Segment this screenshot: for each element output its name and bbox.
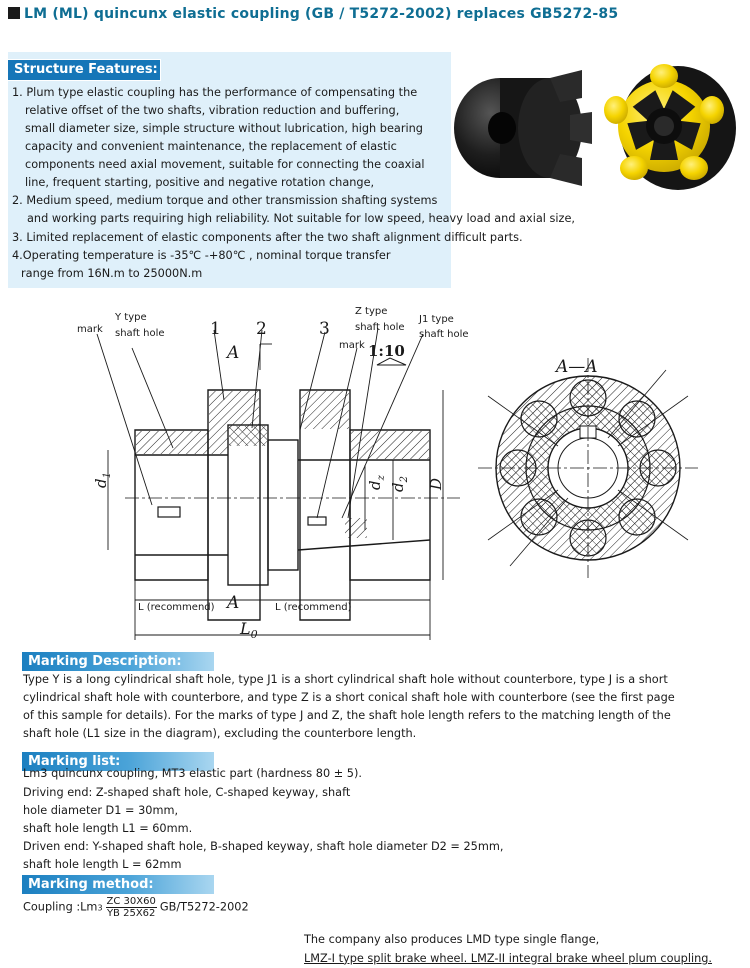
marking-description-header: Marking Description: <box>22 652 214 671</box>
label-j1-type: J1 type <box>418 314 454 325</box>
label-part-1: 1 <box>210 319 221 339</box>
svg-text:L0 <box>239 619 258 641</box>
label-section-a-top: A <box>225 343 239 363</box>
marking-list-line: Driven end: Y-shaped shaft hole, B-shaped keyway, shaft hole diameter D2 = 25mm, <box>23 838 503 856</box>
structure-line: capacity and convenient maintenance, the replacement of elastic <box>25 138 397 156</box>
title-square-icon <box>8 7 20 19</box>
label-part-2: 2 <box>256 319 267 339</box>
svg-text:dz <box>366 474 387 490</box>
footer-line-2: LMZ-I type split brake wheel. LMZ-II integral brake wheel plum coupling. <box>304 950 712 968</box>
hub-left <box>454 70 592 186</box>
structure-line: 2. Medium speed, medium torque and other transmission shafting systems <box>12 192 437 210</box>
marking-method-formula <box>23 896 249 919</box>
structure-features-header: Structure Features: <box>8 59 161 81</box>
marking-list-line: shaft hole length L1 = 60mm. <box>23 820 192 838</box>
label-section-aa: A—A <box>554 357 598 377</box>
label-z-shaft-hole: shaft hole <box>355 322 405 333</box>
footer-note <box>304 931 712 968</box>
section-a-a <box>478 358 698 578</box>
formula-prefix: Coupling :Lm <box>23 901 97 914</box>
footer-line-1: The company also produces LMD type single flange, <box>304 931 712 950</box>
structure-line: range from 16N.m to 25000N.m <box>21 265 202 283</box>
marking-list-line: hole diameter D1 = 30mm, <box>23 802 178 820</box>
marking-list-line: Lm3 quincunx coupling, MT3 elastic part (hardness 80 ± 5). <box>23 765 362 783</box>
label-part-3: 3 <box>319 319 330 339</box>
marking-list-header: Marking list: <box>22 752 214 771</box>
hub-right-with-spider <box>604 64 736 190</box>
coupling-photo <box>452 60 742 195</box>
label-d2-sub: 2 <box>399 476 410 483</box>
label-section-a-bottom: A <box>225 593 239 613</box>
svg-text:d1 <box>92 472 113 488</box>
label-l0-sub: 0 <box>251 628 258 641</box>
label-mark-left: mark <box>77 324 103 335</box>
label-j1-shaft-hole: shaft hole <box>419 329 469 340</box>
marking-list-line: shaft hole length L = 62mm <box>23 856 181 874</box>
structure-line: 4.Operating temperature is -35℃ -+80℃ , nominal torque transfer <box>12 247 390 265</box>
structure-line: relative offset of the two shafts, vibration reduction and buffering, <box>25 102 399 120</box>
formula-prefix-sub: 3 <box>97 904 102 913</box>
formula-denominator: YB 25X62 <box>107 908 155 919</box>
label-l-recommend-left: L (recommend) <box>138 602 215 613</box>
label-d2: d <box>389 482 407 492</box>
label-y-type: Y type <box>114 312 147 323</box>
formula-numerator: ZC 30X60 <box>106 896 157 908</box>
marking-method-header: Marking method: <box>22 875 214 894</box>
svg-text:d2 <box>389 476 410 492</box>
structure-line: 1. Plum type elastic coupling has the performance of compensating the <box>12 84 417 102</box>
label-taper-ratio: 1:10 <box>368 342 405 360</box>
formula-suffix: GB/T5272-2002 <box>160 901 249 914</box>
label-y-shaft-hole: shaft hole <box>115 328 165 339</box>
label-l0: L <box>239 619 251 638</box>
formula-fraction <box>106 896 157 919</box>
structure-line: small diameter size, simple structure without lubrication, high bearing <box>25 120 423 138</box>
label-D: D <box>427 478 445 491</box>
label-dz: d <box>366 480 384 490</box>
structure-line: line, frequent starting, positive and negative rotation change, <box>25 174 374 192</box>
marking-description-line: of this sample for details). For the marks of type J and Z, the shaft hole length refers to the matching length of the <box>23 707 671 725</box>
page-title-text: LM (ML) quincunx elastic coupling (GB / T5272-2002) replaces GB5272-85 <box>24 6 618 22</box>
structure-line: and working parts requiring high reliability. Not suitable for low speed, heavy load and axial size, <box>27 210 575 228</box>
label-d1: d <box>92 478 110 488</box>
label-mark-right: mark <box>339 340 365 351</box>
structure-line: 3. Limited replacement of elastic components after the two shaft alignment difficult parts. <box>12 229 523 247</box>
coupling-technical-drawing <box>60 300 700 645</box>
label-dz-sub: z <box>376 474 387 481</box>
marking-list-line: Driving end: Z-shaped shaft hole, C-shaped keyway, shaft <box>23 784 350 802</box>
page-title <box>8 6 618 22</box>
marking-description-line: cylindrical shaft hole with counterbore, and type Z is a short conical shaft hole with counterbore (see the first page <box>23 689 675 707</box>
label-l-recommend-right: L (recommend) <box>275 602 352 613</box>
label-d1-sub: 1 <box>102 472 113 478</box>
structure-line: components need axial movement, suitable for connecting the coaxial <box>25 156 425 174</box>
marking-description-line: Type Y is a long cylindrical shaft hole, type J1 is a short cylindrical shaft hole without counterbore, type J is a short <box>23 671 668 689</box>
label-z-type: Z type <box>355 306 387 317</box>
marking-description-line: shaft hole (L1 size in the diagram), excluding the counterbore length. <box>23 725 416 743</box>
